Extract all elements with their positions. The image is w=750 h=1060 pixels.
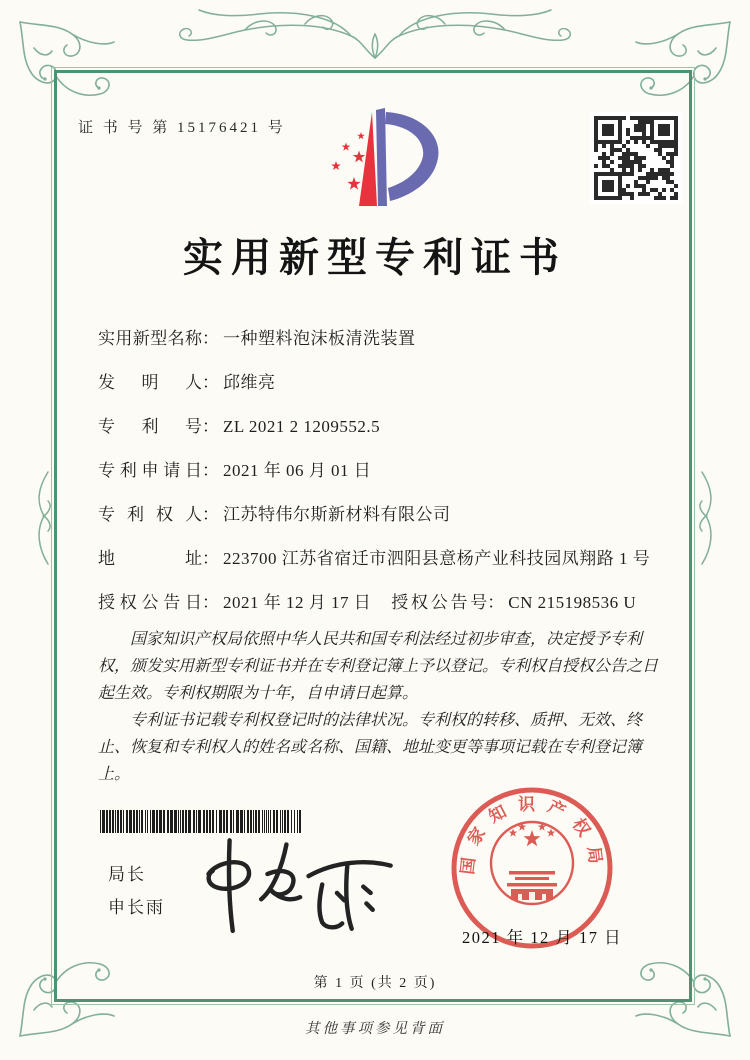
back-note: 其他事项参见背面 <box>305 1021 445 1037</box>
field-row-utility-name <box>98 330 664 348</box>
field-label: 地址 <box>98 549 202 568</box>
field-colon: ： <box>202 329 219 348</box>
field-colon: ： <box>202 505 219 524</box>
field-label: 授权公告号 <box>391 593 488 612</box>
field-value: 江苏特伟尔斯新材料有限公司 <box>223 505 451 524</box>
field-colon: ： <box>202 461 219 480</box>
top-border-flourish <box>175 2 575 66</box>
field-row-inventor <box>98 374 664 392</box>
left-edge-flourish <box>30 468 56 568</box>
field-colon: ： <box>202 373 219 392</box>
field-row-address <box>98 550 664 568</box>
field-value: 2021 年 06 月 01 日 <box>223 461 372 480</box>
field-row-filing-date <box>98 462 664 480</box>
field-value: ZL 2021 2 1209552.5 <box>223 417 381 436</box>
cnipa-logo-icon <box>306 104 446 216</box>
field-label: 实用新型名称 <box>98 329 202 348</box>
seal-date: 2021 年 12 月 17 日 <box>462 928 623 947</box>
commissioner-signature <box>198 834 398 939</box>
seal-text: 国家知识产权局 <box>457 794 607 876</box>
field-label: 专利申请日 <box>98 461 202 480</box>
right-edge-flourish <box>694 468 720 568</box>
officer-name: 申长雨 <box>108 898 165 917</box>
field-row-patentee <box>98 506 664 524</box>
field-label: 授权公告日 <box>98 593 202 612</box>
field-list <box>98 330 664 638</box>
certificate-number: 证 书 号 第 15176421 号 <box>78 120 286 136</box>
national-emblem-icon <box>491 822 573 904</box>
field-colon: ： <box>202 593 219 612</box>
field-colon: ： <box>202 417 219 436</box>
officer-block <box>108 858 165 924</box>
officer-title: 局长 <box>108 865 146 884</box>
field-value: 2021 年 12 月 17 日 <box>223 593 372 612</box>
field-value: 223700 江苏省宿迁市泗阳县意杨产业科技园凤翔路 1 号 <box>223 549 651 568</box>
legal-text <box>98 626 658 788</box>
field-value: 一种塑料泡沫板清洗装置 <box>223 329 416 348</box>
qr-code <box>590 112 682 204</box>
field-label: 专利权人 <box>98 505 202 524</box>
field-value: CN 215198536 U <box>508 593 637 612</box>
field-row-grant <box>98 594 664 612</box>
page-number: 第 1 页 (共 2 页) <box>313 976 437 991</box>
field-label: 专利号 <box>98 417 202 436</box>
field-colon: ： <box>202 549 219 568</box>
legal-paragraph-2: 专利证书记载专利权登记时的法律状况。专利权的转移、质押、无效、终止、恢复和专利权人的姓名或名称、国籍、地址变更等事项记载在专利登记簿上。 <box>98 712 643 783</box>
barcode <box>100 810 305 833</box>
field-value: 邱维亮 <box>223 373 276 392</box>
field-colon: ： <box>487 593 505 612</box>
legal-paragraph-1: 国家知识产权局依照中华人民共和国专利法经过初步审查，决定授予专利权，颁发实用新型专利证书并在专利登记簿上予以登记。专利权自授权公告之日起生效。专利权期限为十年，自申请日起算。 <box>98 631 659 702</box>
field-label: 发明人 <box>98 373 202 392</box>
field-row-patent-number <box>98 418 664 436</box>
certificate-title: 实用新型专利证书 <box>183 235 567 280</box>
